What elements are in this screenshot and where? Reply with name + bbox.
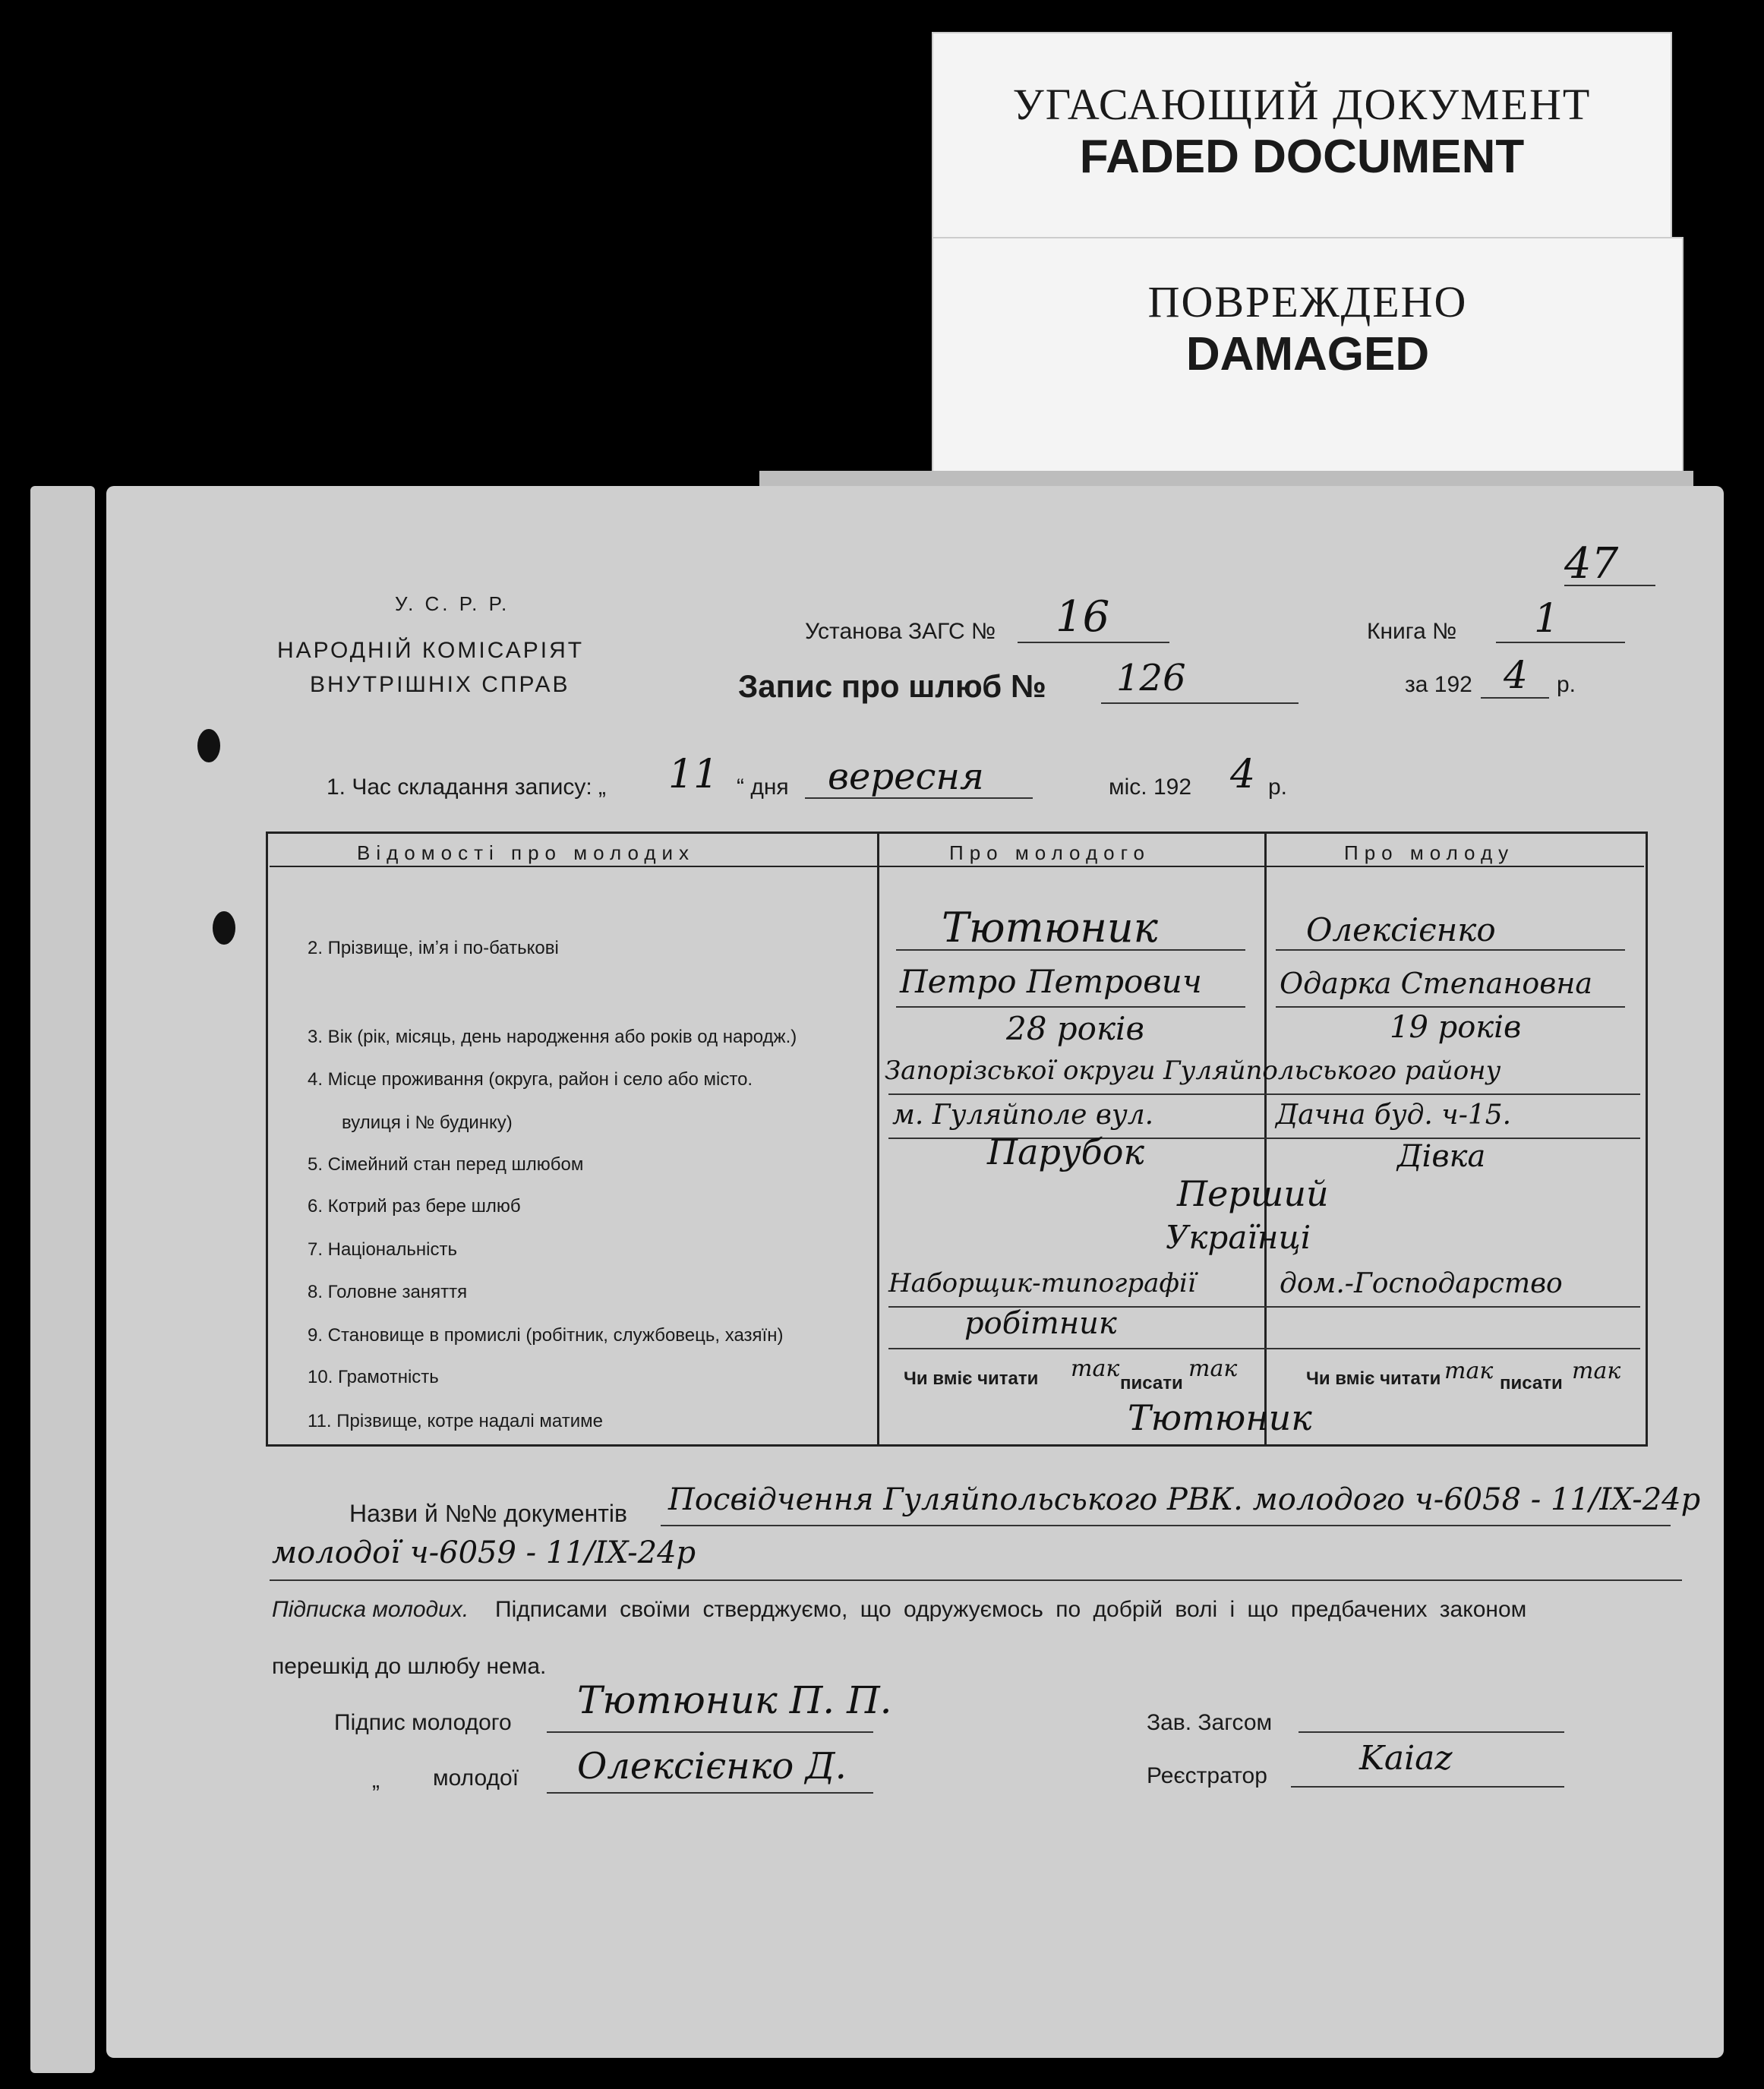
groom-age: 28 років (1006, 1010, 1144, 1047)
groom-signature: Тютюник П. П. (577, 1678, 892, 1722)
groom-marital-status: Парубок (987, 1131, 1144, 1172)
row-label: 6. Котрий раз бере шлюб (308, 1196, 521, 1216)
groom-occupation: Наборщик-типографії (888, 1268, 1196, 1299)
head-registrar-label: Зав. Загсом (1147, 1710, 1273, 1735)
col-header-info: Відомості про молодих (357, 841, 696, 864)
groom-signature-label: Підпис молодого (334, 1710, 512, 1735)
bride-age: 19 років (1390, 1010, 1522, 1045)
documents-label: Назви й №№ документів (349, 1500, 627, 1527)
groom-position: робітник (964, 1306, 1117, 1341)
marriage-record-sheet (106, 486, 1724, 2058)
residence-line-2a: м. Гуляйполе вул. (892, 1100, 1154, 1131)
item1-month: вересня (828, 756, 984, 798)
item1-year: 4 (1230, 752, 1256, 797)
row-label: 11. Прізвище, котре надалі матиме (308, 1411, 603, 1431)
faded-document-label (932, 32, 1672, 260)
item1-day: 11 (668, 752, 719, 797)
nationality: Українці (1166, 1219, 1311, 1256)
zags-number: 16 (1056, 592, 1110, 642)
item1-day-suffix: “ дня (737, 775, 789, 800)
declaration-text-1: Підписами своїми стверджуємо, що одружуємось по добрій волі і що предбачених законом (495, 1597, 1527, 1622)
damaged-label-ru: ПОВРЕЖДЕНО (1147, 277, 1468, 327)
groom-read: так (1071, 1355, 1120, 1382)
groom-literacy-read-label: Чи вміє читати (904, 1368, 1039, 1389)
residence-line-1: Запорізської округи Гуляйпольського району (885, 1056, 1501, 1086)
registrar-signature: Kaiaz (1359, 1739, 1453, 1778)
bride-literacy-write-label: писати (1500, 1373, 1563, 1393)
bride-literacy-read-label: Чи вміє читати (1306, 1368, 1441, 1389)
record-title: Запис про шлюб № (738, 668, 1046, 704)
col-header-bride: Про молоду (1344, 841, 1515, 864)
groom-write: так (1188, 1355, 1238, 1382)
book-number: 1 (1534, 596, 1560, 642)
row-label: 8. Головне заняття (308, 1282, 468, 1302)
documents-line-2: молодої ч-6059 - 11/IX-24р (272, 1535, 696, 1570)
year-digit: 4 (1504, 653, 1528, 697)
back-sheet-edge (759, 471, 1693, 486)
year-suffix: р. (1557, 672, 1576, 697)
page-number: 47 (1564, 539, 1619, 589)
documents-line-1: Посвідчення Гуляйпольського РВК. молодого ч-6058 - 11/IX-24р (668, 1482, 1701, 1517)
row-label: 4. Місце проживання (округа, район і село або місто. (308, 1069, 753, 1090)
record-number: 126 (1116, 657, 1186, 699)
row-label: 5. Сімейний стан перед шлюбом (308, 1154, 584, 1175)
item1-suffix: р. (1268, 775, 1288, 800)
punch-hole (213, 911, 235, 945)
row-label: 7. Національність (308, 1239, 457, 1260)
item1-year-label: міс. 192 (1109, 775, 1192, 800)
future-surname: Тютюник (1128, 1397, 1312, 1438)
row-label: 2. Прізвище, імʼя і по-батькові (308, 938, 559, 958)
zags-label: Установа ЗАГС № (805, 619, 996, 644)
faded-label-ru: УГАСАЮЩИЙ ДОКУМЕНТ (1012, 80, 1592, 129)
registrar-label: Реєстратор (1147, 1763, 1267, 1788)
commissariat-line-2: ВНУТРІШНІХ СПРАВ (310, 672, 570, 697)
bride-marital-status: Дівка (1397, 1139, 1486, 1174)
item1-label: 1. Час складання запису: „ (327, 775, 607, 800)
declaration-text-2: перешкід до шлюбу нема. (272, 1654, 547, 1679)
declaration-title: Підписка молодих. (272, 1597, 469, 1622)
damaged-label-en: DAMAGED (1185, 328, 1430, 380)
faded-label-en: FADED DOCUMENT (1079, 131, 1525, 183)
groom-surname: Тютюник (942, 904, 1158, 951)
groom-name: Петро Петрович (900, 963, 1202, 1000)
binding-strip (30, 486, 95, 2073)
row-label: вулиця і № будинку) (342, 1112, 513, 1133)
marriage-count: Перший (1177, 1173, 1329, 1214)
book-label: Книга № (1367, 619, 1457, 644)
bride-quote: „ (372, 1768, 380, 1793)
bride-read: так (1444, 1358, 1494, 1384)
bride-signature: Олексієнко Д. (577, 1745, 847, 1788)
year-prefix: за 192 (1405, 672, 1472, 697)
bride-surname: Олексієнко (1306, 911, 1496, 948)
damaged-document-label (932, 237, 1684, 472)
ussr-header: У. С. Р. Р. (395, 592, 510, 615)
row-label: 9. Становище в промислі (робітник, службовець, хазяїн) (308, 1325, 784, 1346)
punch-hole (197, 729, 220, 762)
row-label: 10. Грамотність (308, 1367, 439, 1387)
bride-signature-label: молодої (433, 1766, 519, 1791)
groom-literacy-write-label: писати (1120, 1373, 1183, 1393)
bride-occupation: дом.-Господарство (1280, 1268, 1563, 1299)
residence-line-2b: Дачна буд. ч-15. (1276, 1100, 1512, 1131)
bride-name: Одарка Степановна (1280, 967, 1593, 1000)
row-label: 3. Вік (рік, місяць, день народження або років од народж.) (308, 1027, 797, 1047)
bride-write: так (1572, 1358, 1621, 1384)
col-header-groom: Про молодого (949, 841, 1150, 864)
commissariat-line-1: НАРОДНІЙ КОМІСАРІЯТ (277, 638, 585, 663)
